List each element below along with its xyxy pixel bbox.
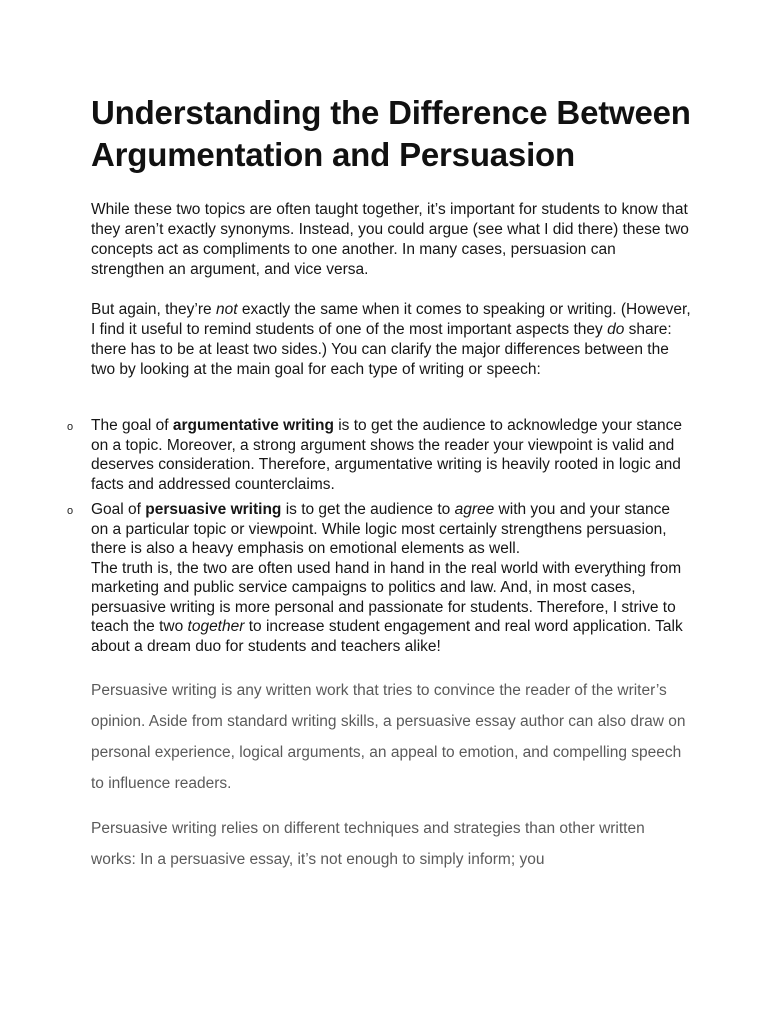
goals-text-1: But again, they’re <box>91 301 216 318</box>
list-item-persuasive <box>67 500 691 656</box>
bullet-marker-icon: o <box>67 421 74 433</box>
bullet-text-mid: is to get the audience to <box>281 501 455 518</box>
bullet-emphasis-agree: agree <box>454 501 495 518</box>
bullet-text-after: is to get the audience to acknowledge your stance on a topic. Moreover, a strong argument shows the reader your viewpoint is valid and deserves consideration. Therefore, argumentative writing is heavily rooted in logic and facts and addressed counterclaims. <box>91 417 683 493</box>
document-page <box>67 92 691 875</box>
goals-list <box>67 416 691 656</box>
goals-emphasis-do: do <box>607 321 625 338</box>
continuation-text-before: The truth is, the two are often used hand in hand in the real world with everything from marketing and public service campaigns to politics and law. And, in most cases, persuasive writing is more personal and passionate for students. Therefore, I strive to teach the two <box>91 559 682 635</box>
bullet-text-before: The goal of <box>91 417 173 434</box>
continuation-text-after: to increase student engagement and real word application. Talk about a dream duo for students and teachers alike! <box>91 618 683 655</box>
bullet-text-before: Goal of <box>91 501 146 518</box>
bullet-text-after: with you and your stance on a particular topic or viewpoint. While logic most certainly strengthens persuasion, there is also a heavy emphasis on emotional elements as well. <box>91 501 671 557</box>
bullet-bold-term: argumentative writing <box>172 417 334 434</box>
goals-emphasis-not: not <box>215 301 238 318</box>
page-title: Understanding the Difference Between Argumentation and Persuasion <box>91 94 691 173</box>
persuasive-definition-paragraph: Persuasive writing is any written work that tries to convince the reader of the writer’s opinion. Aside from standard writing skills, a persuasive essay author can also draw on personal experience, logical arguments, an appeal to emotion, and compelling speech to influence readers. <box>91 682 686 792</box>
intro-paragraph: While these two topics are often taught together, it’s important for students to know that they aren’t exactly synonyms. Instead, you could argue (see what I did there) these two concepts act as compliments to one another. In many cases, persuasion can strengthen an argument, and vice versa. <box>91 201 689 278</box>
goals-paragraph <box>91 300 691 380</box>
continuation-emphasis-together: together <box>187 618 245 635</box>
bullet-continuation <box>91 559 691 657</box>
bullet-bold-term: persuasive writing <box>145 501 282 518</box>
goals-text-3: share: there has to be at least two sides.) You can clarify the major differences between the two by looking at the main goal for each type of writing or speech: <box>91 321 672 378</box>
bullet-marker-icon: o <box>67 505 74 517</box>
list-item-argumentative <box>67 416 691 494</box>
goals-text-2: exactly the same when it comes to speaking or writing. (However, I find it useful to remind students of one of the most important aspects they <box>91 301 691 338</box>
persuasive-techniques-paragraph: Persuasive writing relies on different techniques and strategies than other written works: In a persuasive essay, it’s not enough to simply inform; you <box>91 820 645 868</box>
